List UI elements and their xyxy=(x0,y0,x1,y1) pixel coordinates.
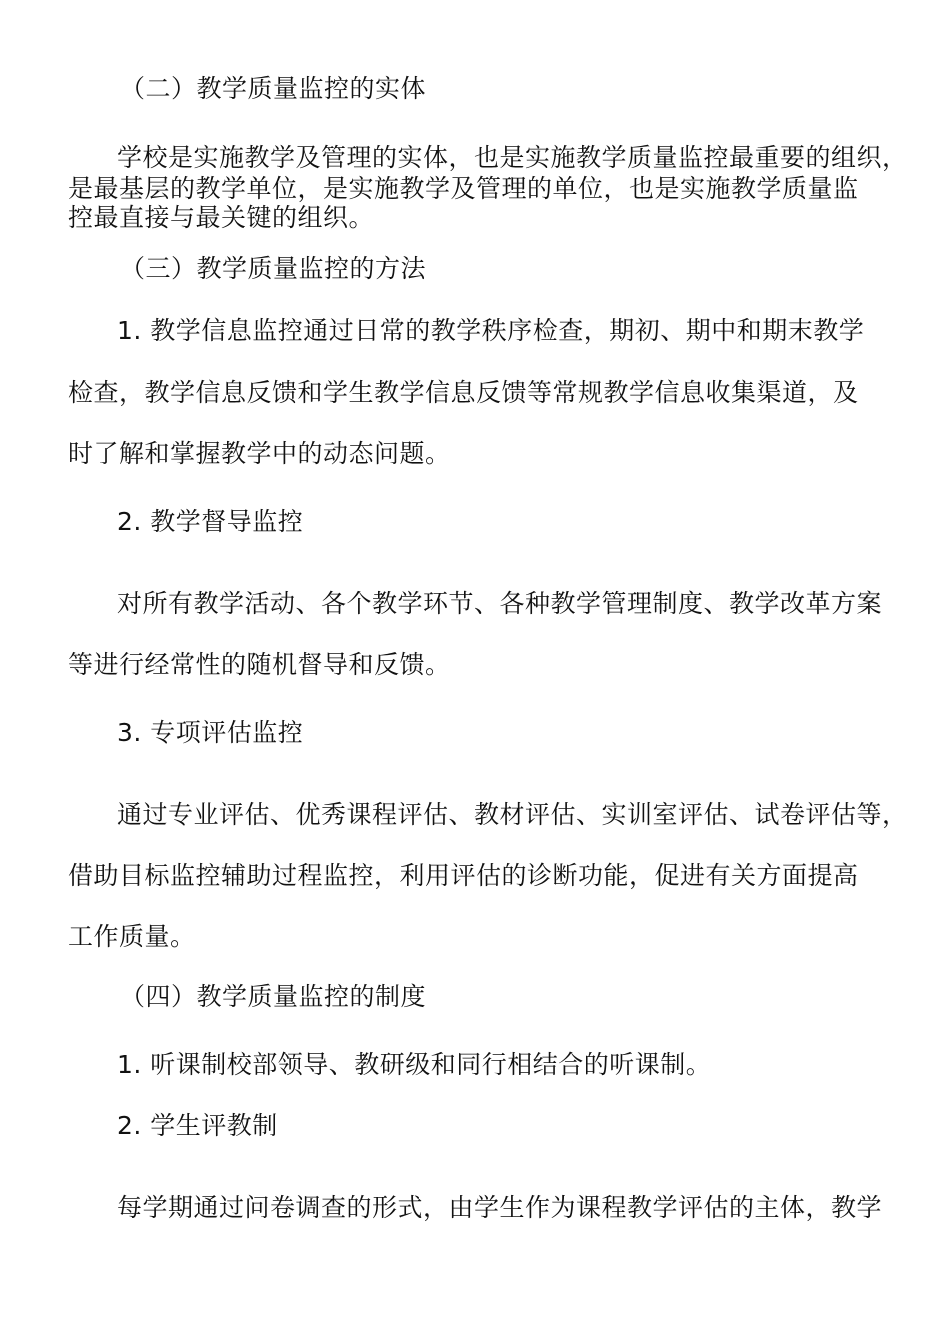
list-item-line: 2. 教学督导监控 xyxy=(117,507,304,536)
list-item-line: 1. 教学信息监控通过日常的教学秩序检查，期初、期中和期末教学 xyxy=(117,316,865,345)
paragraph-line: 借助目标监控辅助过程监控，利用评估的诊断功能，促进有关方面提高 xyxy=(68,861,859,890)
paragraph-line: 学校是实施教学及管理的实体，也是实施教学质量监控最重要的组织， xyxy=(117,143,908,172)
paragraph-line: 是最基层的教学单位，是实施教学及管理的单位，也是实施教学质量监 xyxy=(68,174,859,203)
list-item-line: 3. 专项评估监控 xyxy=(117,718,304,747)
list-item-line: 2. 学生评教制 xyxy=(117,1111,278,1140)
paragraph-line: 通过专业评估、优秀课程评估、教材评估、实训室评估、试卷评估等， xyxy=(117,800,908,829)
paragraph-line: 工作质量。 xyxy=(68,922,196,951)
paragraph-line: 时了解和掌握教学中的动态问题。 xyxy=(68,439,451,468)
paragraph-line: 等进行经常性的随机督导和反馈。 xyxy=(68,650,451,679)
paragraph-line: 控最直接与最关键的组织。 xyxy=(68,203,375,232)
paragraph-line: 每学期通过问卷调查的形式，由学生作为课程教学评估的主体，教学 xyxy=(117,1193,883,1222)
section-heading-4: （四）教学质量监控的制度 xyxy=(120,982,427,1011)
list-item-line: 1. 听课制校部领导、教研级和同行相结合的听课制。 xyxy=(117,1050,712,1079)
section-heading-2: （二）教学质量监控的实体 xyxy=(120,74,427,103)
paragraph-line: 对所有教学活动、各个教学环节、各种教学管理制度、教学改革方案 xyxy=(117,589,883,618)
paragraph-line: 检查，教学信息反馈和学生教学信息反馈等常规教学信息收集渠道，及 xyxy=(68,378,859,407)
section-heading-3: （三）教学质量监控的方法 xyxy=(120,254,427,283)
